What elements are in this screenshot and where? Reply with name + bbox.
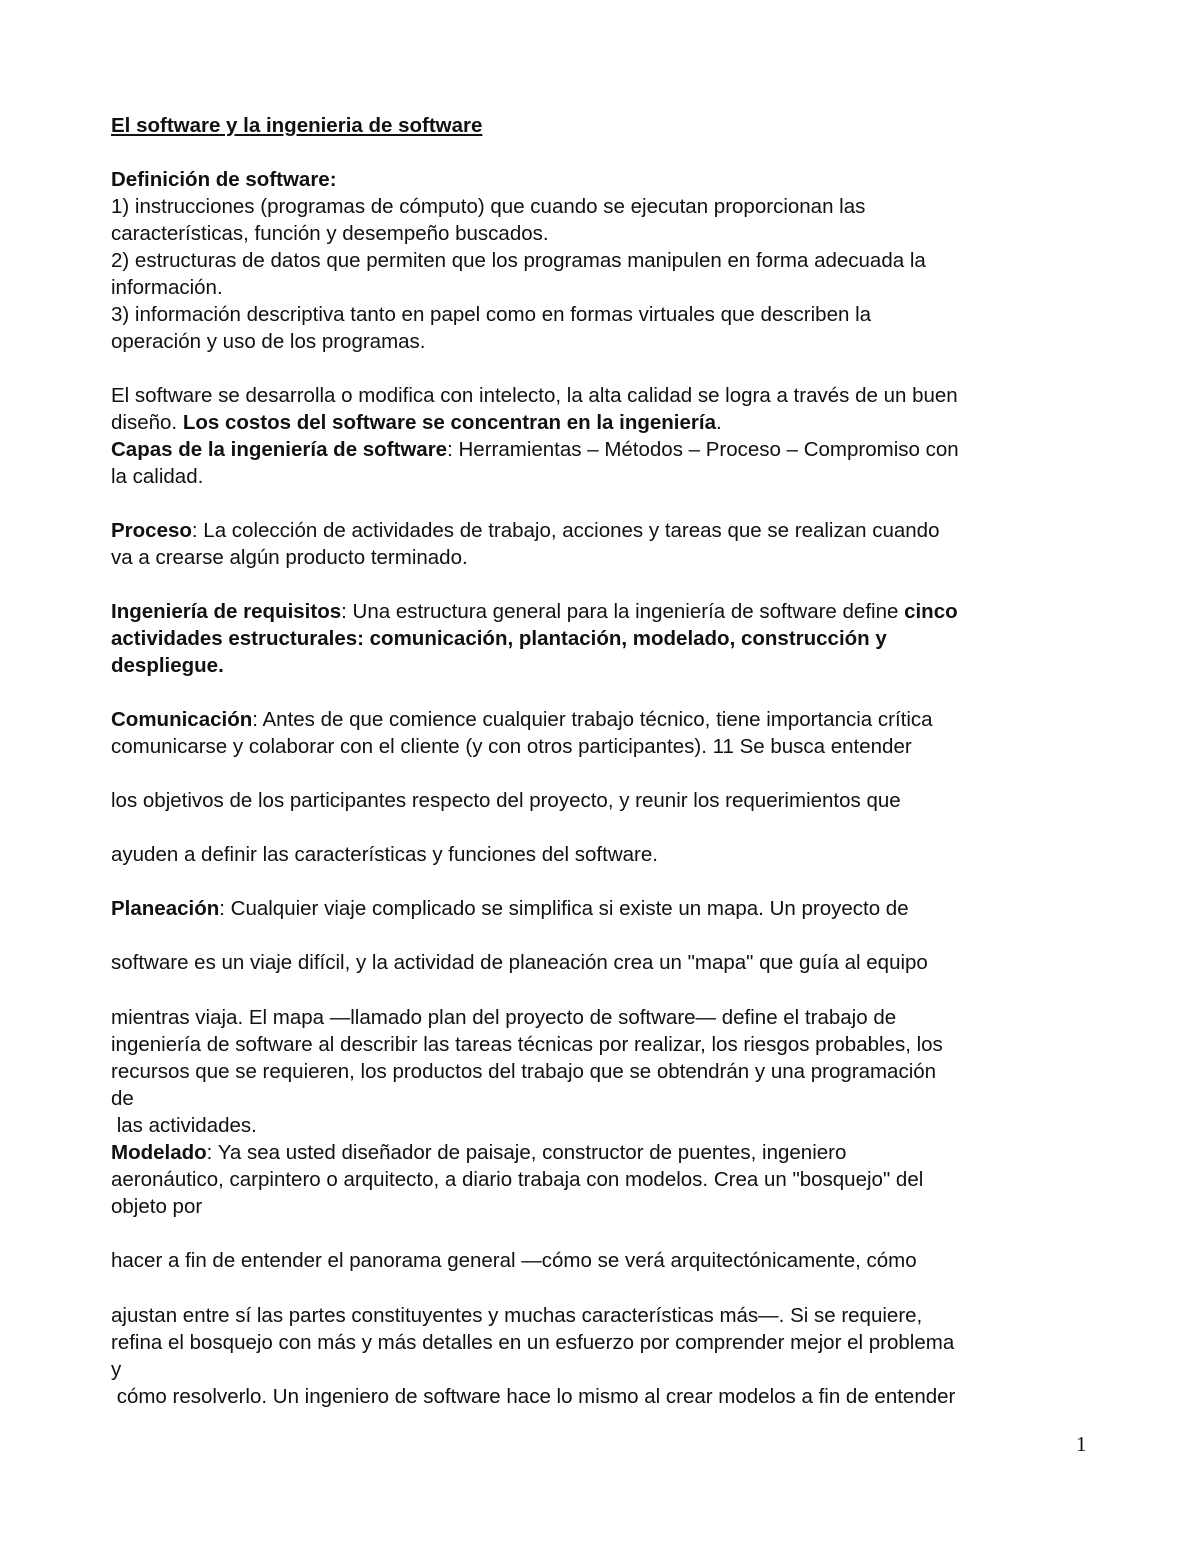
paragraph-line (111, 1058, 936, 1085)
paragraph-line (111, 1302, 922, 1329)
text-run: 1) instrucciones (programas de cómputo) que cuando se ejecutan proporcionan las (111, 195, 866, 218)
text-run: : Una estructura general para la ingeniería de software define (341, 600, 905, 623)
paragraph-line (111, 193, 865, 220)
text-run: los objetivos de los participantes respecto del proyecto, y reunir los requerimientos que (111, 789, 901, 812)
text-run: aeronáutico, carpintero o arquitecto, a diario trabaja con modelos. Crea un "bosquejo" del (111, 1168, 924, 1191)
paragraph-line (111, 1112, 257, 1139)
bold-text: cinco (904, 600, 958, 623)
paragraph-line (111, 625, 887, 652)
page-number: 1 (1076, 1432, 1087, 1456)
bold-text: Los costos del software se concentran en la ingeniería (182, 411, 716, 434)
paragraph-line (111, 652, 224, 679)
text-run: : Herramientas – Métodos – Proceso – Compromiso con (447, 438, 959, 461)
document-title: El software y la ingenieria de software (111, 114, 483, 137)
text-run: : La colección de actividades de trabajo, acciones y tareas que se realizan cuando (191, 519, 940, 542)
paragraph-line (111, 544, 468, 571)
bold-text: Definición de software: (111, 168, 337, 191)
bold-text: Comunicación (111, 708, 253, 731)
paragraph-line (111, 1193, 202, 1220)
paragraph-line (111, 247, 926, 274)
paragraph-line (111, 1329, 954, 1356)
bold-text: despliegue. (111, 654, 224, 677)
paragraph-line (111, 733, 912, 760)
paragraph-line (111, 382, 958, 409)
paragraph-line (111, 949, 928, 976)
paragraph-line (111, 1247, 917, 1274)
text-run: comunicarse y colaborar con el cliente (y con otros participantes). 11 Se busca entender (111, 735, 912, 758)
text-run: . (715, 411, 722, 434)
paragraph-line (111, 1166, 923, 1193)
text-run: hacer a fin de entender el panorama general —cómo se verá arquitectónicamente, cómo (111, 1249, 917, 1272)
text-run: diseño. (111, 411, 183, 434)
text-run: El software se desarrolla o modifica con intelecto, la alta calidad se logra a través de un buen (111, 384, 958, 407)
bold-text: Planeación (111, 897, 220, 920)
text-run: la calidad. (111, 465, 204, 488)
paragraph-line (111, 517, 940, 544)
text-run: mientras viaja. El mapa —llamado plan del proyecto de software— define el trabajo de (111, 1006, 897, 1029)
paragraph-line (111, 220, 549, 247)
text-run: : Ya sea usted diseñador de paisaje, constructor de puentes, ingeniero (206, 1141, 847, 1164)
bold-text: Ingeniería de requisitos (111, 600, 342, 623)
text-run: 3) información descriptiva tanto en papel como en formas virtuales que describen la (111, 303, 872, 326)
paragraph-line (111, 1383, 955, 1410)
text-run: objeto por (111, 1195, 203, 1218)
text-run: va a crearse algún producto terminado. (111, 546, 468, 569)
text-run: información. (111, 276, 223, 299)
text-run: recursos que se requieren, los productos del trabajo que se obtendrán y una programación (111, 1060, 937, 1083)
text-run: de (111, 1087, 134, 1110)
paragraph-line (111, 841, 658, 868)
paragraph-line (111, 787, 901, 814)
paragraph-line (111, 1031, 943, 1058)
bold-text: actividades estructurales: comunicación, plantación, modelado, construcción y (111, 627, 887, 650)
paragraph-line (111, 436, 959, 463)
text-run: las actividades. (111, 1114, 257, 1137)
paragraph-line (111, 328, 426, 355)
bold-text: Proceso (111, 519, 192, 542)
paragraph-line (111, 1356, 121, 1383)
paragraph-line (111, 1004, 896, 1031)
text-run: ayuden a definir las características y funciones del software. (111, 843, 658, 866)
text-run: software es un viaje difícil, y la actividad de planeación crea un "mapa" que guía al equipo (111, 951, 928, 974)
paragraph-line (111, 1085, 134, 1112)
paragraph-line (111, 1139, 846, 1166)
text-run: características, función y desempeño buscados. (111, 222, 549, 245)
paragraph-line (111, 301, 871, 328)
paragraph-line (111, 274, 223, 301)
text-run: 2) estructuras de datos que permiten que los programas manipulen en forma adecuada la (111, 249, 926, 272)
bold-text: Capas de la ingeniería de software (111, 438, 448, 461)
text-run: operación y uso de los programas. (111, 330, 426, 353)
text-run: y (111, 1358, 122, 1381)
paragraph-line (111, 166, 337, 193)
paragraph-line (111, 706, 933, 733)
paragraph-line (111, 895, 909, 922)
paragraph-line (111, 463, 203, 490)
text-run: cómo resolverlo. Un ingeniero de software hace lo mismo al crear modelos a fin de entender (111, 1385, 956, 1408)
text-run: : Antes de que comience cualquier trabajo técnico, tiene importancia crítica (252, 708, 933, 731)
text-run: refina el bosquejo con más y más detalles en un esfuerzo por comprender mejor el problema (111, 1331, 955, 1354)
text-run: ajustan entre sí las partes constituyentes y muchas características más—. Si se requiere, (111, 1304, 923, 1327)
text-run: ingeniería de software al describir las tareas técnicas por realizar, los riesgos probables, los (111, 1033, 943, 1056)
paragraph-line (111, 409, 722, 436)
paragraph-line (111, 598, 958, 625)
bold-text: Modelado (111, 1141, 207, 1164)
text-run: : Cualquier viaje complicado se simplifica si existe un mapa. Un proyecto de (219, 897, 909, 920)
